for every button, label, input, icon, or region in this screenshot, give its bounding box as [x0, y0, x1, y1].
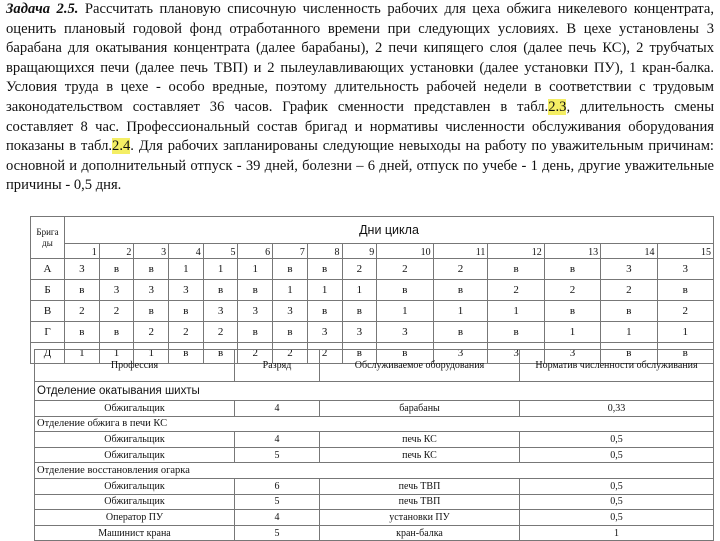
shift-cell: 2 — [99, 301, 134, 322]
shift-cell: 1 — [488, 301, 544, 322]
shift-cell: 1 — [169, 259, 204, 280]
shift-cell: в — [134, 301, 169, 322]
shift-cell: 2 — [433, 259, 488, 280]
shift-cell: в — [169, 343, 204, 364]
section-title: Отделение обжига в печи КС — [35, 416, 714, 432]
grade-cell: 5 — [235, 494, 320, 510]
norm-cell: 0,5 — [520, 494, 714, 510]
shift-cell: в — [134, 259, 169, 280]
shift-cell: 1 — [657, 322, 714, 343]
shift-cell: в — [169, 301, 204, 322]
shift-cell: 1 — [544, 322, 600, 343]
profession-header-row — [35, 350, 714, 382]
shift-cell: в — [433, 280, 488, 301]
shift-cell: в — [273, 322, 308, 343]
shift-cell: 2 — [601, 280, 657, 301]
section-title: Отделение окатывания шихты — [35, 382, 714, 401]
shift-cell: в — [544, 259, 600, 280]
day-number: 4 — [169, 244, 204, 259]
shift-cell: 3 — [433, 343, 488, 364]
equipment-cell: барабаны — [320, 401, 520, 417]
day-number: 2 — [99, 244, 134, 259]
equipment-cell: печь КС — [320, 432, 520, 448]
shift-cell: в — [657, 280, 714, 301]
shift-cell: 2 — [169, 322, 204, 343]
day-number: 8 — [307, 244, 342, 259]
shift-cell: 2 — [488, 280, 544, 301]
shift-cell: 1 — [307, 280, 342, 301]
day-number: 15 — [657, 244, 714, 259]
norm-cell: 0,5 — [520, 432, 714, 448]
brigade-row — [31, 301, 714, 322]
shift-cell: в — [307, 301, 342, 322]
shift-cell: в — [238, 322, 273, 343]
shift-cell: в — [203, 280, 238, 301]
day-number: 9 — [342, 244, 377, 259]
norm-cell: 1 — [520, 525, 714, 541]
brigade-label: Г — [31, 322, 65, 343]
profession-cell: Обжигальщик — [35, 478, 235, 494]
shift-cell: 2 — [134, 322, 169, 343]
task-title: Задача 2.5. — [6, 1, 79, 17]
shift-cell: в — [65, 280, 100, 301]
profession-row — [35, 432, 714, 448]
profession-row — [35, 510, 714, 526]
header-norm: Норматив численности обслуживания — [520, 350, 714, 382]
profession-table — [34, 349, 714, 541]
task-p1: Рассчитать плановую списочную численность рабочих для цеха обжига никелевого концентрата, оценить плановый годовой фонд отработанного времени при следующих условиях. В цехе установлены 3 барабана для окатывания концентрата (далее барабаны), 2 печи кипящего слоя (далее печь КС), 2 трубчатых вращающихся печи (далее печь ТВП) и 2 пылеулавливающих установки (далее установки ПУ), 1 кран-балка. Условия труда в цехе - особо вредные, поэтому длительность рабочей недели в соответствии с трудовым законодательством составляет 36 часов. График сменности представлен в табл. — [6, 1, 714, 115]
brigade-row — [31, 322, 714, 343]
shift-cell: 2 — [377, 259, 433, 280]
shift-cell: 1 — [601, 322, 657, 343]
shift-cell: в — [273, 259, 308, 280]
equipment-cell: печь ТВП — [320, 478, 520, 494]
grade-cell: 4 — [235, 401, 320, 417]
day-number: 7 — [273, 244, 308, 259]
profession-row — [35, 401, 714, 417]
task-p3: . Для рабочих запланированы следующие невыходы на работу по уважительным причинам: основной и дополнительный отпуск - 39 дней, болезни – 6 дней, отпуск по учебе - 1 день, другие уважительные причины - 0,5 дня. — [6, 138, 714, 194]
shift-cell: в — [488, 259, 544, 280]
shift-cell: 3 — [342, 322, 377, 343]
day-number: 12 — [488, 244, 544, 259]
day-number: 11 — [433, 244, 488, 259]
shift-cell: 3 — [134, 280, 169, 301]
equipment-cell: установки ПУ — [320, 510, 520, 526]
day-number: 13 — [544, 244, 600, 259]
header-profession: Профессия — [35, 350, 235, 382]
profession-cell: Машинист крана — [35, 525, 235, 541]
shift-cell: 3 — [601, 259, 657, 280]
equipment-cell: кран-балка — [320, 525, 520, 541]
grade-cell: 5 — [235, 525, 320, 541]
shift-cell: в — [99, 259, 134, 280]
shift-cell: в — [342, 301, 377, 322]
day-number: 14 — [601, 244, 657, 259]
table-ref-1: 2.3 — [548, 98, 567, 115]
day-number: 3 — [134, 244, 169, 259]
shift-cell: 2 — [238, 343, 273, 364]
shift-cell: 1 — [273, 280, 308, 301]
shift-cell: 3 — [238, 301, 273, 322]
shift-cell: в — [203, 343, 238, 364]
shift-cell: 3 — [65, 259, 100, 280]
header-equipment: Обслуживаемое оборудования — [320, 350, 520, 382]
shift-cell: 3 — [99, 280, 134, 301]
shift-cell: 3 — [307, 322, 342, 343]
shift-cell: 2 — [342, 259, 377, 280]
shift-schedule-table — [30, 216, 714, 364]
shift-cell: в — [433, 322, 488, 343]
norm-cell: 0,5 — [520, 510, 714, 526]
shift-cell: 3 — [377, 322, 433, 343]
shift-cell: 3 — [544, 343, 600, 364]
brigade-label: А — [31, 259, 65, 280]
days-header: Дни цикла — [65, 217, 714, 244]
day-number: 5 — [203, 244, 238, 259]
profession-cell: Обжигальщик — [35, 447, 235, 463]
shift-cell: 1 — [203, 259, 238, 280]
table-ref-2: 2.4 — [112, 138, 131, 155]
task-text — [6, 0, 714, 196]
brigade-label: В — [31, 301, 65, 322]
shift-cell: 3 — [203, 301, 238, 322]
profession-row — [35, 447, 714, 463]
shift-cell: 2 — [544, 280, 600, 301]
norm-cell: 0,33 — [520, 401, 714, 417]
shift-cell: 1 — [342, 280, 377, 301]
equipment-cell: печь КС — [320, 447, 520, 463]
section-title: Отделение восстановления огарка — [35, 463, 714, 479]
shift-cell: в — [377, 280, 433, 301]
shift-cell: в — [601, 343, 657, 364]
shift-cell: 2 — [65, 301, 100, 322]
norm-cell: 0,5 — [520, 478, 714, 494]
shift-cell: 1 — [377, 301, 433, 322]
shift-cell: в — [342, 343, 377, 364]
shift-cell: 3 — [169, 280, 204, 301]
task-p2: , длительность смены составляет 8 час. Профессиональный состав бригад и нормативы численности обслуживания оборудования показаны в табл. — [6, 98, 714, 155]
grade-cell: 4 — [235, 510, 320, 526]
shift-cell: 1 — [65, 343, 100, 364]
brigade-row — [31, 259, 714, 280]
day-number: 1 — [65, 244, 100, 259]
grade-cell: 4 — [235, 432, 320, 448]
header-grade: Разряд — [235, 350, 320, 382]
profession-cell: Обжигальщик — [35, 494, 235, 510]
shift-cell: в — [307, 259, 342, 280]
shift-cell: 3 — [273, 301, 308, 322]
shift-cell: 3 — [657, 259, 714, 280]
shift-cell: 2 — [307, 343, 342, 364]
shift-cell: в — [377, 343, 433, 364]
profession-row — [35, 478, 714, 494]
shift-cell: 1 — [433, 301, 488, 322]
grade-cell: 5 — [235, 447, 320, 463]
day-number: 6 — [238, 244, 273, 259]
brigade-label: Д — [31, 343, 65, 364]
shift-cell: 1 — [238, 259, 273, 280]
shift-cell: в — [99, 322, 134, 343]
shift-cell: 2 — [273, 343, 308, 364]
shift-cell: в — [544, 301, 600, 322]
shift-cell: в — [238, 280, 273, 301]
shift-cell: в — [657, 343, 714, 364]
shift-cell: в — [488, 322, 544, 343]
profession-row — [35, 525, 714, 541]
profession-row — [35, 494, 714, 510]
day-number: 10 — [377, 244, 433, 259]
norm-cell: 0,5 — [520, 447, 714, 463]
shift-cell: в — [601, 301, 657, 322]
shift-cell: в — [65, 322, 100, 343]
grade-cell: 6 — [235, 478, 320, 494]
shift-cell: 2 — [203, 322, 238, 343]
shift-cell: 1 — [134, 343, 169, 364]
profession-cell: Обжигальщик — [35, 401, 235, 417]
brigade-label: Б — [31, 280, 65, 301]
profession-cell: Обжигальщик — [35, 432, 235, 448]
brigade-row — [31, 280, 714, 301]
shift-cell: 3 — [488, 343, 544, 364]
profession-cell: Оператор ПУ — [35, 510, 235, 526]
shift-cell: 2 — [657, 301, 714, 322]
shift-cell: 1 — [99, 343, 134, 364]
brigade-header: Брига ды — [31, 217, 65, 259]
equipment-cell: печь ТВП — [320, 494, 520, 510]
